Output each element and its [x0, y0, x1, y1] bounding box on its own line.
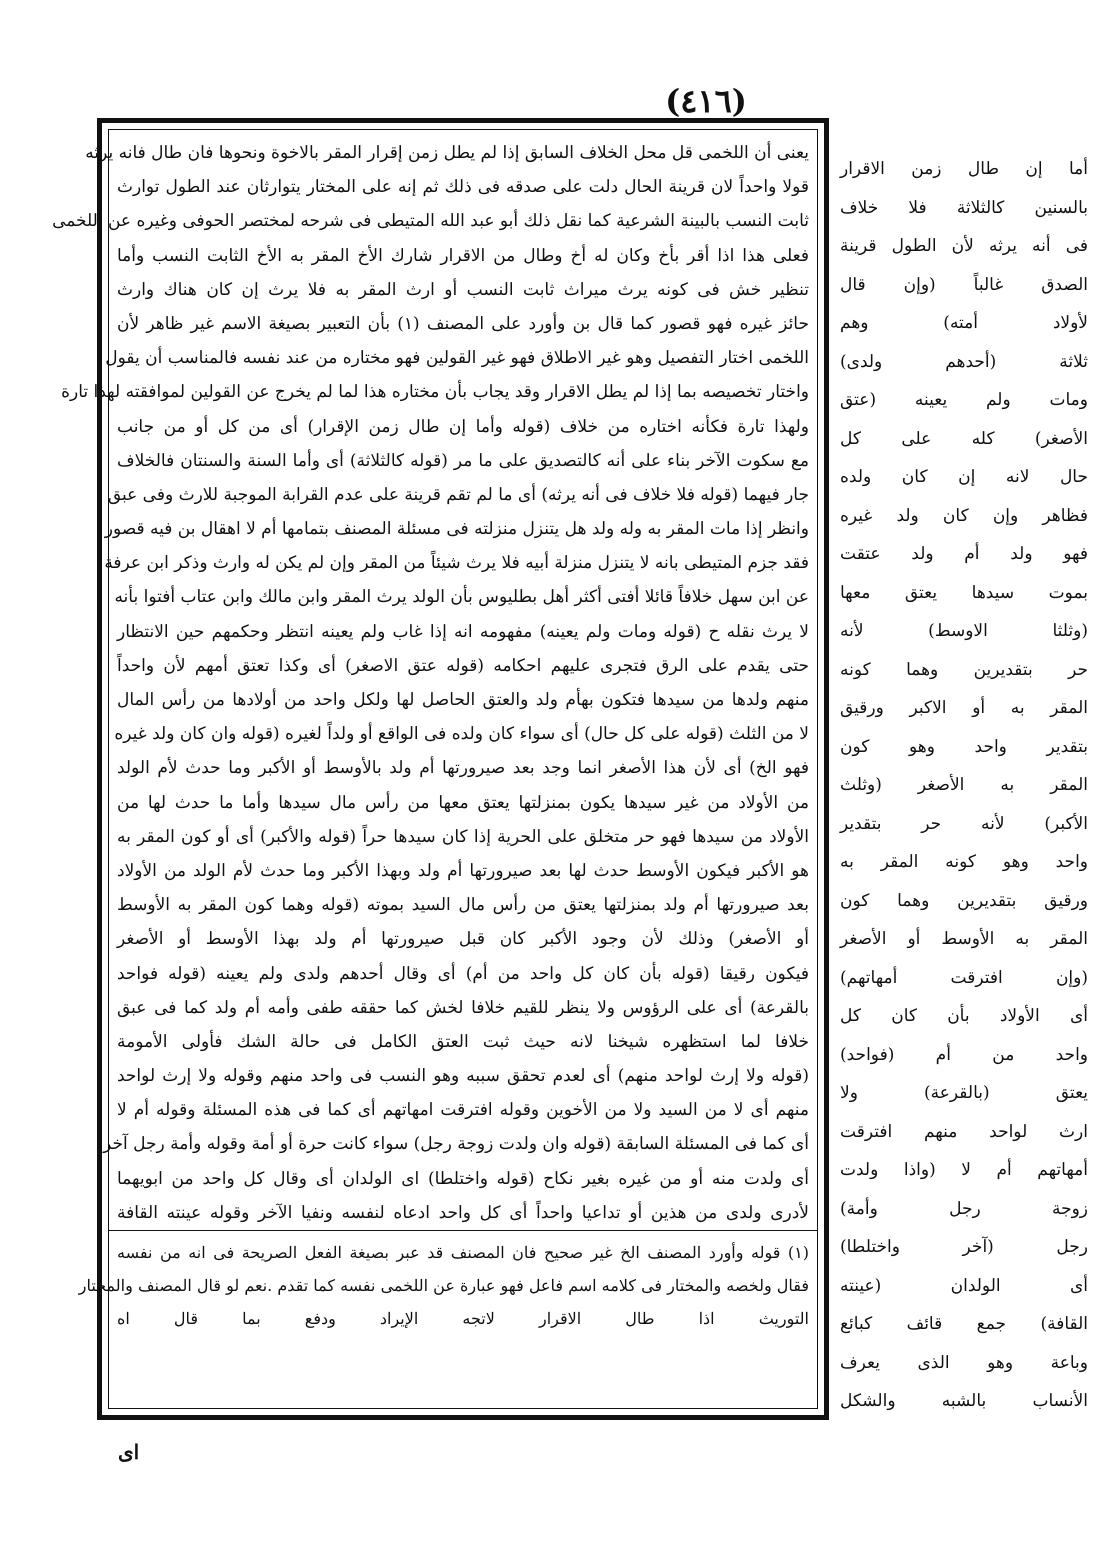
commentary-line: فهو الخ) أى لأن هذا الأصغر انما وجد بعد صيرورتها أم ولد بالأوسط أو الأكبر وما حدث لأم الولد: [117, 758, 809, 779]
margin-line: زوجة رجل وأمة): [840, 1198, 1088, 1219]
margin-line: الأكبر) لأنه حر بتقدير: [840, 813, 1088, 834]
margin-line: رجل (آخر واختلطا): [840, 1237, 1088, 1257]
footnote-line: التوريث اذا طال الاقرار لاتجه الإيراد ودفع بما قال اه: [117, 1309, 809, 1328]
margin-line: المقر به الأوسط أو الأصغر: [840, 929, 1088, 949]
commentary-line: قولا واحداً لان قرينة الحال دلت على صدقه فى ذلك ثم إنه على المختار يتوارثان عند الطول توارث: [117, 177, 809, 198]
margin-line: حال لانه إن كان ولده: [840, 467, 1088, 487]
commentary-line: حائز غيره فهو قصور كما قال بن وأورد على المصنف (١) بأن التعبير بصيغة الاسم غير ظاهر لأن: [117, 313, 809, 334]
margin-line: أمهاتهم أم لا (واذا ولدت: [840, 1160, 1088, 1180]
commentary-line: هو الأكبر فيكون الأوسط حدث لها بعد صيرورتها أم ولد وبهذا الأكبر وما حدث لأم الولد من الأولاد: [117, 860, 809, 881]
margin-line: يعتق (بالقرعة) ولا: [840, 1083, 1088, 1103]
footnote-divider: [109, 1230, 817, 1231]
margin-line: بتقدير واحد وهو كون: [840, 736, 1088, 757]
margin-line: المقر به الأصغر (وثلث: [840, 775, 1088, 795]
margin-line: أى الولدان (عينته: [840, 1275, 1088, 1296]
commentary-inner-border: [52, 129, 818, 1409]
commentary-line: منهم ولدها من سيدها فتكون بهأم ولد والعتق الحاصل لها ولكل واحد من أولادها من رأس المال: [117, 690, 809, 710]
commentary-body: [52, 136, 809, 1226]
margin-line: ورقيق بتقديرين وهما كون: [840, 890, 1088, 911]
commentary-line: (قوله ولا إرث لواحد منهم) أى لعدم تحقق سببه وهو النسب فى واحد منهم وقوله ولا إرث لواحد: [117, 1066, 809, 1087]
margin-line: فظاهر وإن كان ولد غيره: [840, 505, 1088, 526]
commentary-line: حتى يقدم على الرق فتجرى عليهم احكامه (قوله عتق الاصغر) أى وكذا تعتق أمهم لأن واحداً: [117, 655, 809, 676]
margin-line: أما إن طال زمن الاقرار: [840, 159, 1088, 179]
commentary-line: فقد جزم المتيطى بانه لا يتنزل منزلة أبيه فلا يرث شيئاً من المقر وإن لم يكن له وارث وذكر ابن عرفة: [104, 553, 809, 574]
margin-line: (وإن افترقت أمهاتهم): [840, 967, 1088, 988]
margin-line: (وثلثا الاوسط) لأنه: [840, 621, 1088, 641]
commentary-line: من الأولاد من غير سيدها يكون بمنزلتها يعتق معها من رأس مال سيدها وأما ما حدث لها من: [117, 792, 809, 813]
commentary-line: وانظر إذا مات المقر به وله ولد هل يتنزل منزلته فى مسئلة المصنف بتمامها أم لا اهقال بن فيه قصور: [104, 519, 809, 540]
catchword: اى: [118, 1440, 140, 1464]
margin-line: فى أنه يرثه لأن الطول قرينة: [840, 236, 1088, 256]
margin-text: [840, 150, 1088, 1411]
commentary-line: أى كما فى المسئلة السابقة (قوله وان ولدت زوجة رجل) سواء كانت حرة أو أمة وقوله وأمة رجل آخر: [103, 1134, 809, 1155]
margin-line: ثلاثة (أحدهم ولدى): [840, 351, 1088, 372]
margin-line: ومات ولم يعينه (عتق: [840, 390, 1088, 410]
commentary-line: عن ابن سهل خلافاً قائلا أفتى أكثر أهل بطليوس بأن الولد يرث المقر وابن مالك وابن عتاب أفتوا بأنه: [114, 587, 809, 608]
margin-line: بالسنين كالثلاثة فلا خلاف: [840, 197, 1088, 218]
margin-line: بموت سيدها يعتق معها: [840, 582, 1088, 603]
commentary-line: مع سكوت الآخر بناء على أنه كالتصديق على ما مر (قوله كالثلاثة) أى وأما السنة والسنتان فالخلاف: [117, 450, 809, 471]
margin-line: لأولاد أمته) وهم: [840, 313, 1088, 333]
commentary-line: فعلى هذا اذا أقر بأخ وكان له أخ وطال من الاقرار شارك الأخ المقر به الأخ الثابت النسب وأما: [117, 245, 809, 266]
margin-line: وباعة وهو الذى يعرف: [840, 1352, 1088, 1373]
margin-line: الأنساب بالشبه والشكل: [840, 1391, 1088, 1411]
commentary-line: واختار تخصيصه بما إذا لم يطل الاقرار وقد يجاب بأن مختاره هذا لما لم يخرج عن القولين لموافقته لهذا تارة: [61, 382, 809, 403]
commentary-line: ثابت النسب بالبينة الشرعية كما نقل ذلك أبو عبد الله المتيطى فى شرحه لمختصر الحوفى وغيره عن اللخمى: [52, 211, 809, 232]
commentary-line: بالقرعة) أى على الرؤوس ولا ينظر للقيم خلافا لخش كما حققه طفى وأمه أم ولد كما فى عبق: [117, 997, 809, 1018]
margin-line: الأصغر) كله على كل: [840, 428, 1088, 449]
commentary-line: تنظير خش فى كونه يرث ميراث ثابت النسب أو ارث المقر به فلا يرث إن كان هناك وارث: [117, 279, 809, 300]
margin-line: فهو ولد أم ولد عتقت: [840, 544, 1088, 564]
commentary-line: الأولاد من سيدها فهو حر متخلق على الحرية إذا كان سيدها حراً (قوله والأكبر) أى أو كون المقر به: [117, 826, 809, 847]
commentary-line: ولهذا تارة فكأنه اختاره من خلاف (قوله وأما إن طال زمن الإقرار) أى من كل أو من جانب: [117, 416, 809, 437]
commentary-frame: [52, 118, 829, 1420]
commentary-line: خلافا لما استظهره شيخنا لانه حيث ثبت العتق الكامل فى حالة الشك فأولى الأمومة: [117, 1031, 809, 1052]
footnote-line: (١) قوله وأورد المصنف الخ غير صحيح فان المصنف قد عبر بصيغة الفعل الصريحة فى انه من نفسه: [117, 1243, 809, 1262]
commentary-line: لا يرث نقله ح (قوله ومات ولم يعينه) مفهومه انه إذا غاب ولم يعينه انتظر وحكمهم حين الانتظار: [117, 621, 809, 642]
commentary-line: يعنى أن اللخمى قل محل الخلاف السابق إذا لم يطل زمن إقرار المقر بالاخوة ونحوها فان طال فانه يرثه: [85, 143, 809, 163]
margin-line: واحد من أم (فواحد): [840, 1044, 1088, 1065]
commentary-line: لأدرى ولدى من هذين أو تداعيا واحداً أى كل واحد ادعاه لنفسه ونفيا الآخر وقوله عينته القافة: [117, 1202, 809, 1223]
margin-line: المقر به أو الاكبر ورقيق: [840, 698, 1088, 718]
margin-line: واحد وهو كونه المقر به: [840, 852, 1088, 872]
margin-line: حر بتقديرين وهما كونه: [840, 659, 1088, 680]
page-number: (٤١٦): [665, 82, 747, 120]
commentary-line: فيكون رقيقا (قوله بأن كان كل واحد من أم) أى وقال أحدهم ولدى ولم يعينه (قوله فواحد: [117, 963, 809, 984]
margin-line: ارث لواحد منهم افترقت: [840, 1121, 1088, 1142]
commentary-line: اللخمى اختار التفصيل وهو غير الاطلاق فهو غير القولين فهو مختاره من عند نفسه فالمناسب أن يقول: [105, 348, 809, 369]
margin-line: الصدق غالباً (وإن قال: [840, 274, 1088, 295]
commentary-line: منهم أى لا من السيد ولا من الأخوين وقوله افترقت امهاتهم أى كما فى هذه المسئلة وقوله أم لا: [117, 1100, 809, 1121]
commentary-line: لا من الثلث (قوله على كل حال) أى سواء كان ولده فى الواقع أو ولداً لغيره (قوله وان كان ولد غيره: [114, 724, 809, 745]
footnote: [78, 1236, 809, 1396]
margin-line: القافة) جمع قائف كبائع: [840, 1314, 1088, 1334]
margin-line: أى الأولاد بأن كان كل: [840, 1006, 1088, 1026]
footnote-line: فقال ولخصه والمختار فى كلامه اسم فاعل فهو عبارة عن اللخمى نفسه كما تقدم .نعم لو قال المصنف والمختار: [78, 1276, 809, 1295]
commentary-line: أو الأصغر) وذلك لأن وجود الأكبر كان قبل صيرورتها أم ولد بهذا الأوسط أو الأصغر: [117, 929, 809, 950]
commentary-line: بعد صيرورتها أم ولد بمنزلتها يعتق من رأس مال السيد بموته (قوله وهما كون المقر به الأوسط: [117, 895, 809, 916]
commentary-line: جار فيهما (قوله فلا خلاف فى أنه يرثه) أى ما لم تقم قرينة على عدم القرابة الموجبة للارث وفى عبق: [107, 484, 809, 505]
commentary-line: أى ولدت منه أو من غيره بغير نكاح (قوله واختلطا) اى الولدان أى وقال كل واحد من ابويهما: [117, 1168, 809, 1189]
